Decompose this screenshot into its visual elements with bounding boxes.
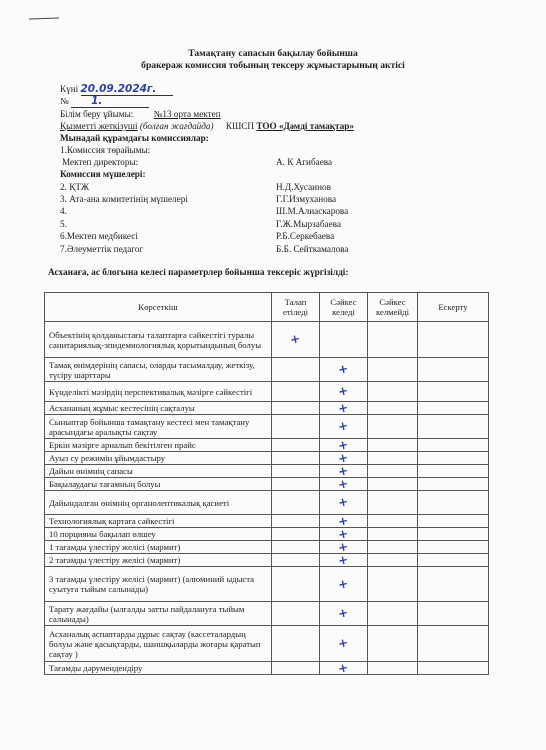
- compliant-cell: [320, 475, 368, 492]
- issuer-value: №13 орта мектеп: [153, 109, 221, 119]
- member-name-4: Ш.М.Алиаскарова: [276, 206, 349, 216]
- header-non-compliant: Сәйкес келмейді: [368, 293, 418, 322]
- indicator-cell: Сыныптар бойынша тамақтану кестесі мен тамақтану арасындағы аралықты сақтау: [45, 415, 272, 439]
- number-value: 1.: [71, 96, 149, 108]
- indicator-cell: Асханалық аспаптарды дұрыс сақтау (кассеталардың болуы және қасықтарды, шаншқыларды жоғары қаратып сақтау ): [45, 626, 272, 662]
- note-cell: [418, 452, 489, 465]
- note-cell: [418, 662, 489, 675]
- header-required: Талап етіледі: [272, 293, 320, 322]
- non-compliant-cell: [368, 358, 418, 382]
- member-role-7: 7.Әлеуметтік педагог: [60, 244, 144, 254]
- table-row: [45, 465, 489, 478]
- member-role-6: 6.Мектеп медбикесі: [60, 231, 138, 241]
- issuer-label: Білім беру ұйымы:: [60, 109, 134, 119]
- non-compliant-cell: [368, 465, 418, 478]
- non-compliant-cell: [368, 402, 418, 415]
- note-cell: [418, 478, 489, 491]
- check-mark: +: [337, 418, 350, 434]
- provider-prefix: КШСП: [225, 121, 255, 131]
- table-row: [45, 541, 489, 554]
- required-cell: [272, 415, 320, 439]
- table-row: [45, 402, 489, 415]
- scan-mark: [29, 17, 59, 19]
- compliant-cell: [320, 399, 368, 416]
- compliant-cell: [320, 551, 368, 568]
- table-row: [45, 626, 489, 662]
- member-name-6: Р.Б.Серкебаева: [276, 231, 335, 241]
- compliant-cell: [320, 491, 368, 515]
- table-row: [45, 662, 489, 675]
- date-line: [60, 84, 173, 96]
- document-title-line1: Тамақтану сапасын бақылау бойынша: [188, 48, 358, 59]
- note-cell: [418, 554, 489, 567]
- indicator-cell: Еркін мәзірге арналып бекітілген прайс: [45, 439, 272, 452]
- non-compliant-cell: [368, 515, 418, 528]
- indicator-cell: 3 тағамды үлестіру желісі (мармит) (алюминий ыдыста суытуға тыйым салынады): [45, 567, 272, 602]
- indicator-cell: 2 тағамды үлестіру желісі (мармит): [45, 554, 272, 567]
- check-mark: +: [289, 331, 302, 347]
- check-mark: +: [337, 399, 350, 416]
- non-compliant-cell: [368, 528, 418, 541]
- note-cell: [418, 322, 489, 358]
- required-cell: [272, 478, 320, 491]
- compliant-cell: [320, 358, 368, 382]
- required-cell: [272, 382, 320, 402]
- indicator-cell: Күнделікті мәзірдің перспективалық мәзірге сәйкестігі: [45, 382, 272, 402]
- note-cell: [418, 358, 489, 382]
- check-mark: +: [337, 383, 350, 399]
- required-cell: [272, 567, 320, 602]
- table-row: [45, 602, 489, 626]
- note-cell: [418, 382, 489, 402]
- table-row: [45, 528, 489, 541]
- member-role-2: 2. ҚТЖ: [60, 182, 90, 192]
- indicator-cell: 10 порцияны бақылап өлшеу: [45, 528, 272, 541]
- check-mark: +: [337, 475, 350, 492]
- check-mark: +: [337, 575, 350, 592]
- non-compliant-cell: [368, 567, 418, 602]
- note-cell: [418, 515, 489, 528]
- check-mark: +: [337, 436, 350, 453]
- table-row: [45, 491, 489, 515]
- non-compliant-cell: [368, 626, 418, 662]
- member-name-5: Г.Ж.Мырзабаева: [276, 219, 341, 229]
- required-cell: [272, 528, 320, 541]
- issuer-line: [60, 109, 227, 120]
- compliant-cell: [320, 415, 368, 439]
- indicator-cell: Тамақ өнімдерінің сапасы, оларды тасымалдау, жеткізу, түсіру шарттары: [45, 358, 272, 382]
- required-cell: [272, 602, 320, 626]
- non-compliant-cell: [368, 452, 418, 465]
- header-compliant: Сәйкес келеді: [320, 293, 368, 322]
- member-name-7: Б.Б. Сейткамалова: [276, 244, 349, 254]
- table-row: [45, 439, 489, 452]
- check-mark: +: [337, 361, 350, 377]
- note-cell: [418, 528, 489, 541]
- non-compliant-cell: [368, 439, 418, 452]
- compliant-cell: [320, 567, 368, 602]
- table-row: [45, 567, 489, 602]
- table-row: [45, 452, 489, 465]
- note-cell: [418, 491, 489, 515]
- indicator-cell: Дайын өнімнің сапасы: [45, 465, 272, 478]
- provider-label: Қызметті жеткізуші: [60, 121, 138, 131]
- check-mark: +: [337, 525, 350, 542]
- table-row: [45, 554, 489, 567]
- non-compliant-cell: [368, 322, 418, 358]
- document-title-line2: бракераж комиссия тобының тексеру жұмыстарының актісі: [141, 60, 405, 71]
- non-compliant-cell: [368, 491, 418, 515]
- member-role-4: 4.: [60, 206, 67, 216]
- members-heading: Комиссия мүшелері:: [60, 169, 146, 179]
- note-cell: [418, 415, 489, 439]
- table-row: [45, 515, 489, 528]
- indicator-cell: 1 тағамды үлестіру желісі (мармит): [45, 541, 272, 554]
- required-cell: [272, 491, 320, 515]
- required-cell: [272, 662, 320, 675]
- required-cell: [272, 515, 320, 528]
- required-cell: [272, 439, 320, 452]
- non-compliant-cell: [368, 382, 418, 402]
- inspection-heading: Асханаға, ас блогына келесі параметрлер бойынша тексеріс жүргізілді:: [48, 268, 349, 278]
- indicator-cell: Асхананың жұмыс кестесінің сақталуы: [45, 402, 272, 415]
- number-line: [60, 96, 149, 108]
- member-role-5: 5.: [60, 219, 67, 229]
- required-cell: [272, 358, 320, 382]
- required-cell: [272, 402, 320, 415]
- check-mark: +: [337, 635, 350, 651]
- header-indicator: Көрсеткіш: [45, 293, 272, 322]
- note-cell: [418, 567, 489, 602]
- compliant-cell: [320, 626, 368, 662]
- indicator-cell: Технологиялық картаға сәйкестігі: [45, 515, 272, 528]
- inspection-table: [44, 292, 489, 675]
- non-compliant-cell: [368, 602, 418, 626]
- header-note: Ескерту: [418, 293, 489, 322]
- check-mark: +: [337, 512, 350, 529]
- compliant-cell: [320, 659, 368, 676]
- member-role-3: 3. Ата-ана комитетінің мүшелері: [60, 194, 188, 204]
- table-row: [45, 478, 489, 491]
- non-compliant-cell: [368, 478, 418, 491]
- compliant-cell: [320, 382, 368, 402]
- table-body: [45, 322, 489, 675]
- date-value: 20.09.2024г.: [81, 84, 173, 96]
- check-mark: +: [337, 494, 350, 510]
- table-row: [45, 322, 489, 358]
- required-cell: [272, 452, 320, 465]
- table-row: [45, 415, 489, 439]
- table-row: [45, 358, 489, 382]
- composition-heading: Мынадай құрамдағы комиссиялар:: [60, 133, 209, 143]
- member-name-2: Н.Д.Хусаинов: [276, 182, 331, 192]
- number-label: №: [60, 96, 69, 106]
- member-name-3: Г.Г.Измуханова: [276, 194, 337, 204]
- indicator-cell: Тағамды дәрумендендіру: [45, 662, 272, 675]
- table-row: [45, 382, 489, 402]
- required-cell: [272, 554, 320, 567]
- required-cell: [272, 626, 320, 662]
- non-compliant-cell: [368, 554, 418, 567]
- note-cell: [418, 541, 489, 554]
- note-cell: [418, 402, 489, 415]
- chair-heading: 1.Комиссия төрайымы:: [60, 145, 151, 155]
- non-compliant-cell: [368, 662, 418, 675]
- indicator-cell: Тарату жағдайы (ылғалды затты пайдалануға тыйым салынады): [45, 602, 272, 626]
- non-compliant-cell: [368, 541, 418, 554]
- required-cell: [272, 322, 320, 358]
- check-mark: +: [337, 462, 350, 479]
- check-mark: +: [337, 551, 350, 568]
- indicator-cell: Бақылаудағы тағамның болуы: [45, 478, 272, 491]
- check-mark: +: [337, 538, 350, 555]
- provider-line: [60, 121, 354, 132]
- indicator-cell: Объектінің қолданыстағы талаптарға сәйкестігі туралы санитариялық-эпидемиологиялық қорытындының болуы: [45, 322, 272, 358]
- note-cell: [418, 465, 489, 478]
- date-label: Күні: [60, 84, 79, 94]
- note-cell: [418, 439, 489, 452]
- check-mark: +: [337, 449, 350, 466]
- provider-value: ТОО «Дәмді тамақтар»: [256, 121, 354, 131]
- provider-note: (болған жағдайда): [139, 121, 214, 131]
- chair-role: Мектеп директоры:: [62, 157, 139, 167]
- required-cell: [272, 541, 320, 554]
- note-cell: [418, 626, 489, 662]
- note-cell: [418, 602, 489, 626]
- table-header-row: [45, 293, 489, 322]
- check-mark: +: [337, 659, 350, 676]
- compliant-cell: [320, 602, 368, 626]
- indicator-cell: Дайындалған өнімнің органолептикалық қасиеті: [45, 491, 272, 515]
- non-compliant-cell: [368, 415, 418, 439]
- compliant-cell: [320, 322, 368, 358]
- required-cell: [272, 465, 320, 478]
- chair-name: А. К Агибаева: [276, 157, 333, 167]
- indicator-cell: Ауыз су режимін ұйымдастыру: [45, 452, 272, 465]
- check-mark: +: [337, 605, 350, 621]
